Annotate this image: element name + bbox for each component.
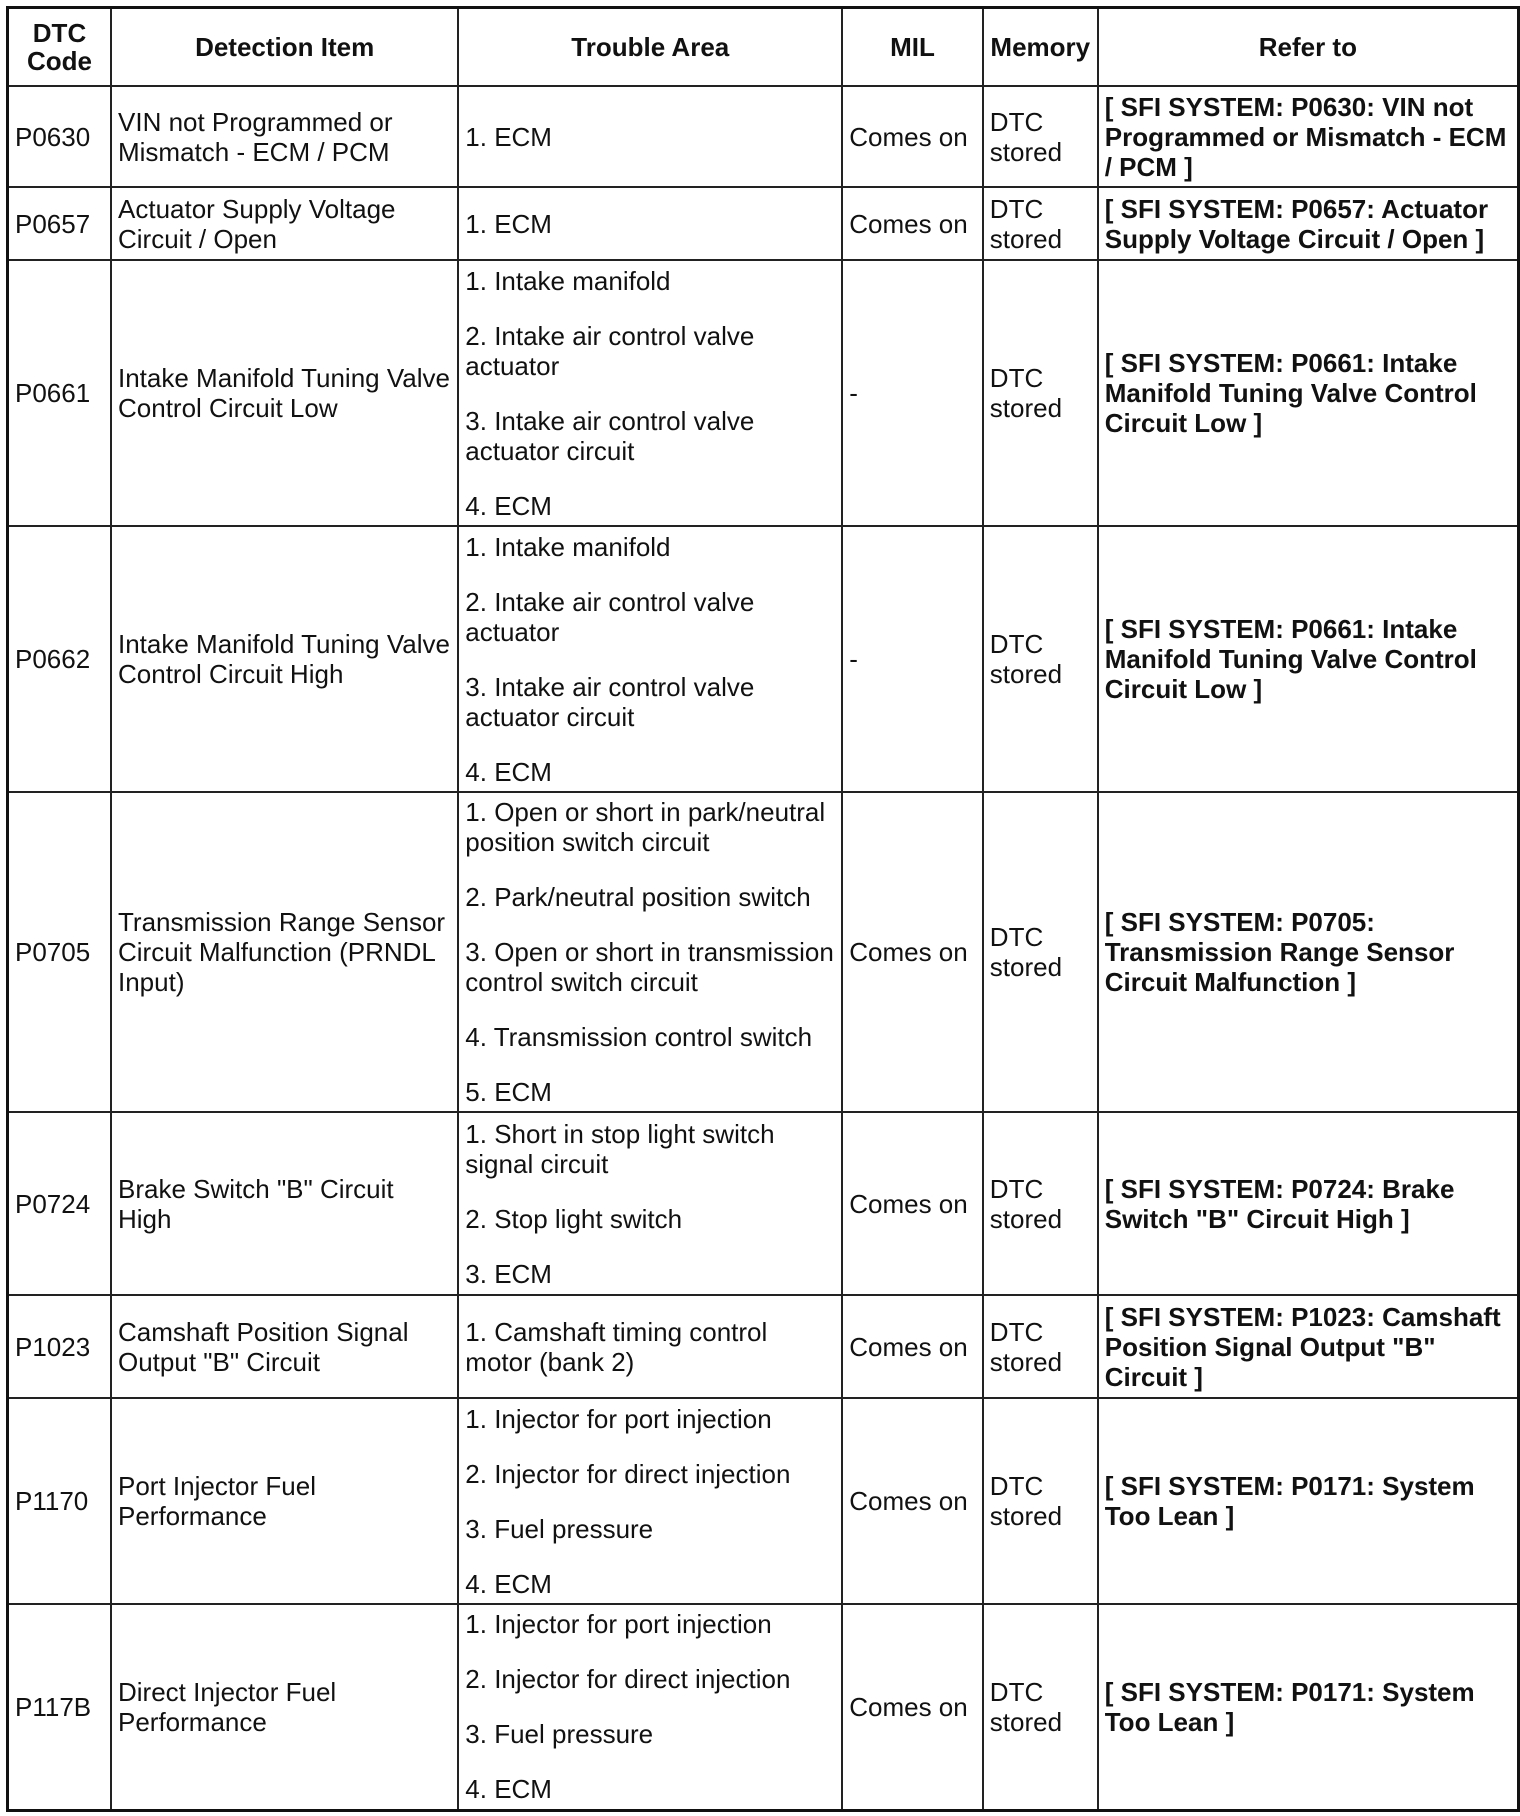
table-row — [8, 1295, 1519, 1398]
refer-to-cell: [ SFI SYSTEM: P0724: Brake Switch "B" Circuit High ] — [1098, 1112, 1519, 1295]
dtc-table-body — [8, 86, 1519, 1810]
dtc-code-cell: P1023 — [8, 1295, 112, 1398]
dtc-table-container — [6, 6, 1520, 1812]
trouble-area-cell — [458, 1398, 842, 1604]
trouble-area-item: 3. ECM — [465, 1258, 552, 1289]
refer-to-cell: [ SFI SYSTEM: P0657: Actuator Supply Voltage Circuit / Open ] — [1098, 187, 1519, 260]
mil-cell: - — [842, 260, 983, 526]
trouble-area-cell — [458, 86, 842, 187]
dtc-code-cell: P0657 — [8, 187, 112, 260]
mil-cell: Comes on — [842, 86, 983, 187]
mil-cell: Comes on — [842, 1112, 983, 1295]
trouble-area-item: 1. Open or short in park/neutral position switch circuit — [465, 797, 826, 857]
trouble-area-item: 2. Intake air control valve actuator — [465, 320, 755, 381]
memory-cell: DTC stored — [983, 526, 1098, 792]
refer-to-cell: [ SFI SYSTEM: P0171: System Too Lean ] — [1098, 1398, 1519, 1604]
trouble-area-cell — [458, 526, 842, 792]
table-row — [8, 260, 1519, 526]
table-row — [8, 526, 1519, 792]
detection-item-cell: Transmission Range Sensor Circuit Malfunction (PRNDL Input) — [111, 792, 458, 1112]
table-row — [8, 187, 1519, 260]
mil-cell: Comes on — [842, 792, 983, 1112]
trouble-area-item: 3. Fuel pressure — [465, 1719, 654, 1750]
refer-to-cell: [ SFI SYSTEM: P0171: System Too Lean ] — [1098, 1604, 1519, 1810]
header-dtc-code: DTC Code — [8, 8, 112, 87]
mil-cell: Comes on — [842, 1295, 983, 1398]
trouble-area-item: 2. Injector for direct injection — [465, 1458, 791, 1489]
header-refer-to: Refer to — [1098, 8, 1519, 87]
detection-item-cell: Actuator Supply Voltage Circuit / Open — [111, 187, 458, 260]
detection-item-cell: Brake Switch "B" Circuit High — [111, 1112, 458, 1295]
trouble-area-cell — [458, 187, 842, 260]
mil-cell: Comes on — [842, 187, 983, 260]
refer-to-cell: [ SFI SYSTEM: P0661: Intake Manifold Tuning Valve Control Circuit Low ] — [1098, 260, 1519, 526]
table-row — [8, 1604, 1519, 1810]
detection-item-cell: VIN not Programmed or Mismatch - ECM / PCM — [111, 86, 458, 187]
trouble-area-item: 1. Short in stop light switch signal circuit — [465, 1118, 775, 1179]
trouble-area-item: 4. ECM — [465, 1568, 552, 1599]
trouble-area-item: 1. ECM — [465, 121, 552, 152]
memory-cell: DTC stored — [983, 187, 1098, 260]
trouble-area-cell — [458, 792, 842, 1112]
trouble-area-item: 3. Intake air control valve actuator circuit — [465, 405, 755, 466]
detection-item-cell: Intake Manifold Tuning Valve Control Circuit Low — [111, 260, 458, 526]
header-row — [8, 8, 1519, 87]
mil-cell: Comes on — [842, 1604, 983, 1810]
refer-to-cell: [ SFI SYSTEM: P1023: Camshaft Position Signal Output "B" Circuit ] — [1098, 1295, 1519, 1398]
trouble-area-item: 1. ECM — [465, 208, 552, 239]
dtc-code-cell: P0724 — [8, 1112, 112, 1295]
table-row — [8, 1398, 1519, 1604]
dtc-code-cell: P117B — [8, 1604, 112, 1810]
refer-to-cell: [ SFI SYSTEM: P0705: Transmission Range Sensor Circuit Malfunction ] — [1098, 792, 1519, 1112]
trouble-area-item: 2. Park/neutral position switch — [465, 882, 811, 912]
dtc-code-cell: P0705 — [8, 792, 112, 1112]
trouble-area-item: 2. Injector for direct injection — [465, 1664, 791, 1695]
trouble-area-item: 4. ECM — [465, 756, 552, 787]
memory-cell: DTC stored — [983, 1112, 1098, 1295]
header-detection-item: Detection Item — [111, 8, 458, 87]
trouble-area-item: 1. Intake manifold — [465, 265, 671, 296]
refer-to-cell: [ SFI SYSTEM: P0630: VIN not Programmed or Mismatch - ECM / PCM ] — [1098, 86, 1519, 187]
detection-item-cell: Intake Manifold Tuning Valve Control Circuit High — [111, 526, 458, 792]
memory-cell: DTC stored — [983, 86, 1098, 187]
dtc-code-cell: P1170 — [8, 1398, 112, 1604]
trouble-area-cell — [458, 1112, 842, 1295]
trouble-area-item: 4. Transmission control switch — [465, 1022, 813, 1052]
trouble-area-cell — [458, 260, 842, 526]
trouble-area-item: 3. Intake air control valve actuator circuit — [465, 671, 755, 732]
refer-to-cell: [ SFI SYSTEM: P0661: Intake Manifold Tuning Valve Control Circuit Low ] — [1098, 526, 1519, 792]
memory-cell: DTC stored — [983, 1398, 1098, 1604]
dtc-code-cell: P0661 — [8, 260, 112, 526]
detection-item-cell: Port Injector Fuel Performance — [111, 1398, 458, 1604]
trouble-area-item: 2. Intake air control valve actuator — [465, 586, 755, 647]
trouble-area-item: 2. Stop light switch — [465, 1203, 683, 1234]
memory-cell: DTC stored — [983, 792, 1098, 1112]
header-memory: Memory — [983, 8, 1098, 87]
trouble-area-item: 4. ECM — [465, 1774, 552, 1805]
trouble-area-item: 5. ECM — [465, 1077, 552, 1107]
table-row — [8, 1112, 1519, 1295]
header-trouble-area: Trouble Area — [458, 8, 842, 87]
memory-cell: DTC stored — [983, 1295, 1098, 1398]
memory-cell: DTC stored — [983, 1604, 1098, 1810]
trouble-area-item: 1. Injector for port injection — [465, 1403, 772, 1434]
mil-cell: Comes on — [842, 1398, 983, 1604]
trouble-area-item: 4. ECM — [465, 490, 552, 521]
trouble-area-cell — [458, 1295, 842, 1398]
detection-item-cell: Direct Injector Fuel Performance — [111, 1604, 458, 1810]
trouble-area-cell — [458, 1604, 842, 1810]
mil-cell: - — [842, 526, 983, 792]
header-mil: MIL — [842, 8, 983, 87]
detection-item-cell: Camshaft Position Signal Output "B" Circuit — [111, 1295, 458, 1398]
trouble-area-item: 3. Fuel pressure — [465, 1513, 654, 1544]
table-row — [8, 792, 1519, 1112]
trouble-area-item: 3. Open or short in transmission control switch circuit — [465, 937, 834, 997]
trouble-area-item: 1. Camshaft timing control motor (bank 2) — [465, 1316, 768, 1377]
dtc-code-cell: P0630 — [8, 86, 112, 187]
memory-cell: DTC stored — [983, 260, 1098, 526]
trouble-area-item: 1. Injector for port injection — [465, 1609, 772, 1640]
dtc-code-cell: P0662 — [8, 526, 112, 792]
dtc-table — [6, 6, 1520, 1812]
trouble-area-item: 1. Intake manifold — [465, 531, 671, 562]
table-row — [8, 86, 1519, 187]
